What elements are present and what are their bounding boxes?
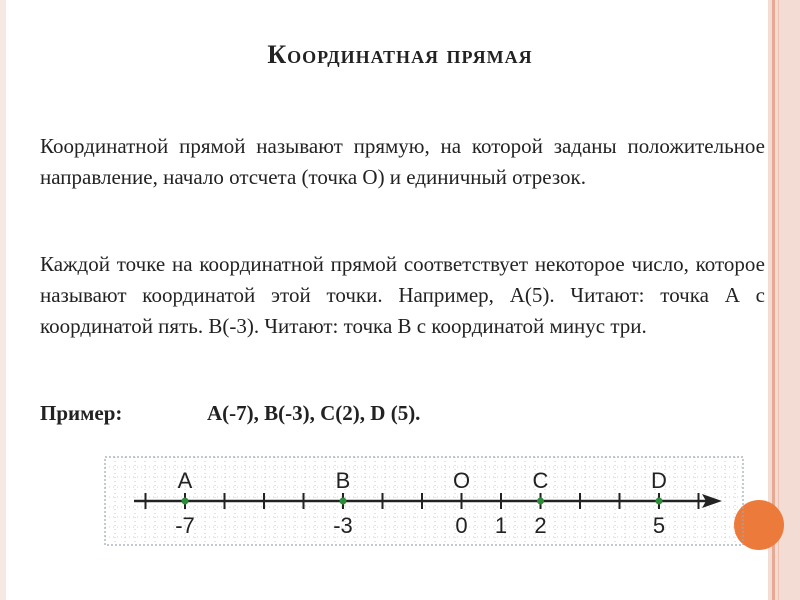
number-label: 1 <box>494 513 508 538</box>
number-line-figure <box>104 456 744 546</box>
number-label: -7 <box>175 513 195 538</box>
number-line-svg <box>104 456 744 546</box>
number-label: -3 <box>333 513 353 538</box>
number-label: 2 <box>534 513 547 538</box>
point-a-label: A <box>177 468 193 493</box>
slide-title: Координатная прямая <box>267 40 533 69</box>
coordinate-paragraph: Каждой точке на координатной прямой соответствует некоторое число, которое называют координатой этой точки. Например, А(5). Читают: точка А с координатой пять. В(-3). Читают: точка В с координатой минус три. <box>40 252 765 338</box>
point-d-marker <box>656 498 663 505</box>
example-value: A(-7), B(-3), C(2), D (5). <box>207 401 421 425</box>
point-b-marker <box>340 498 347 505</box>
number-label: 5 <box>652 513 666 538</box>
point-o-label: O <box>452 468 471 493</box>
point-a-marker <box>182 498 189 505</box>
point-c-label: C <box>532 468 549 493</box>
point-b-label: B <box>335 468 351 493</box>
example-label: Пример: <box>40 401 123 425</box>
point-d-label: D <box>651 468 667 493</box>
number-label: 0 <box>455 513 468 538</box>
point-c-marker <box>537 498 544 505</box>
definition-paragraph: Координатной прямой называют прямую, на которой заданы положительное направление, начало отсчета (точка О) и единичный отрезок. <box>40 134 765 189</box>
